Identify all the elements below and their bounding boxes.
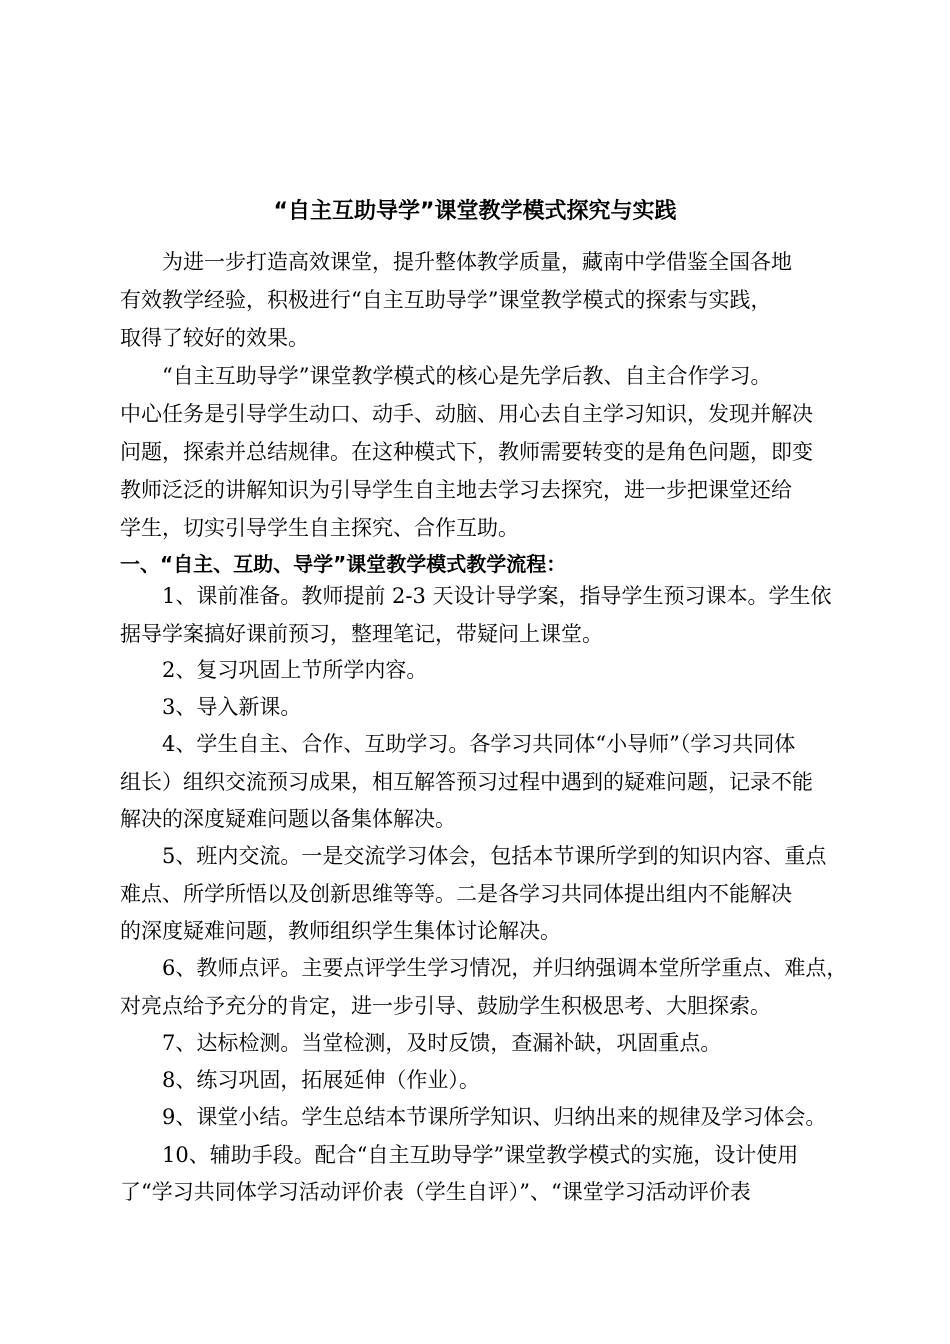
list-item: 5、班内交流。一是交流学习体会，包括本节课所学到的知识内容、重点 (162, 844, 827, 868)
paragraph-line: 中心任务是引导学生动口、动手、动脑、用心去自主学习知识，发现并解决 (120, 402, 813, 426)
paragraph-line: 组长）组织交流预习成果，相互解答预习过程中遇到的疑难问题，记录不能 (120, 770, 813, 794)
paragraph-line: “自主互助导学”课堂教学模式的核心是先学后教、自主合作学习。 (162, 364, 772, 388)
paragraph-line: 教师泛泛的讲解知识为引导学生自主地去学习去探究，进一步把课堂还给 (120, 478, 792, 502)
list-item: 9、课堂小结。学生总结本节课所学知识、归纳出来的规律及学习体会。 (162, 1105, 827, 1129)
list-item: 1、课前准备。教师提前 2-3 天设计导学案，指导学生预习课本。学生依 (162, 584, 832, 608)
section-heading: 一、“自主、互助、导学”课堂教学模式教学流程： (120, 552, 567, 576)
paragraph-line: 问题，探索并总结规律。在这种模式下，教师需要转变的是角色问题，即变 (120, 440, 813, 464)
document-title: “自主互助导学”课堂教学模式探究与实践 (273, 199, 677, 224)
paragraph-line: 取得了较好的效果。 (120, 326, 309, 350)
paragraph-line: 难点、所学所悟以及创新思维等等。二是各学习共同体提出组内不能解决 (120, 882, 792, 906)
paragraph-line: 解决的深度疑难问题以备集体解决。 (120, 807, 456, 831)
list-item: 7、达标检测。当堂检测，及时反馈，查漏补缺，巩固重点。 (162, 1031, 722, 1055)
paragraph-line: 据导学案搞好课前预习，整理笔记，带疑问上课堂。 (120, 622, 603, 646)
list-item: 10、辅助手段。配合“自主互助导学”课堂教学模式的实施，设计使用 (162, 1143, 799, 1167)
paragraph-line: 学生，切实引导学生自主探究、合作互助。 (120, 516, 519, 540)
paragraph-line: 为进一步打造高效课堂，提升整体教学质量，藏南中学借鉴全国各地 (162, 250, 792, 274)
list-item: 4、学生自主、合作、互助学习。各学习共同体“小导师”（学习共同体 (162, 732, 796, 756)
paragraph-line: 有效教学经验，积极进行“自主互助导学”课堂教学模式的探索与实践， (120, 288, 772, 312)
list-item: 6、教师点评。主要点评学生学习情况，并归纳强调本堂所学重点、难点， (162, 956, 848, 980)
list-item: 8、练习巩固，拓展延伸（作业）。 (162, 1068, 480, 1092)
paragraph-line: 了“学习共同体学习活动评价表（学生自评）”、“课堂学习活动评价表 (120, 1180, 751, 1204)
list-item: 3、导入新课。 (162, 695, 302, 719)
list-item: 2、复习巩固上节所学内容。 (162, 658, 428, 682)
paragraph-line: 对亮点给予充分的肯定，进一步引导、鼓励学生积极思考、大胆探索。 (120, 994, 771, 1018)
paragraph-line: 的深度疑难问题，教师组织学生集体讨论解决。 (120, 919, 561, 943)
